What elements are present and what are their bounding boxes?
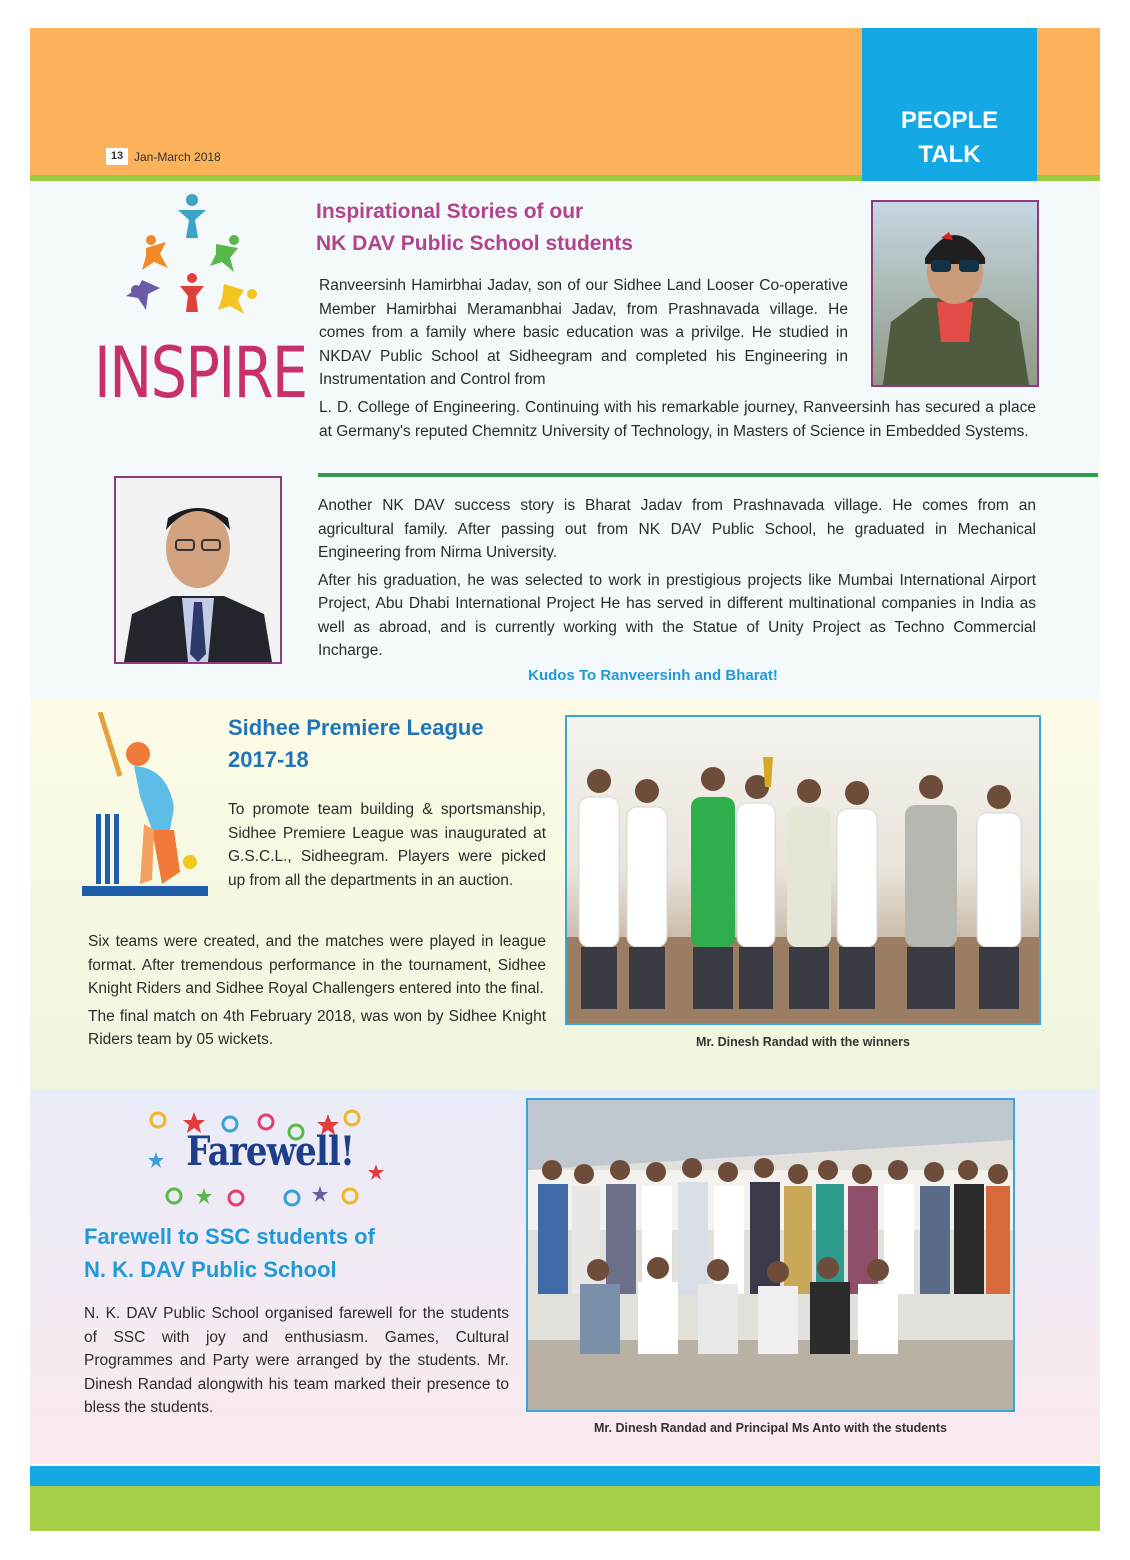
kudos-line: Kudos To Ranveersinh and Bharat! — [528, 667, 778, 684]
section-divider — [318, 473, 1098, 477]
inspire-title-line1: Inspirational Stories of our — [316, 200, 584, 223]
farewell-paragraph: N. K. DAV Public School organised farewell for the students of SSC with joy and enthusiasm. Games, Cultural Programmes and Party were arranged by the students. Mr. Dinesh Randad alongwith his team marked their presence to bless the students. — [84, 1305, 509, 1416]
farewell-photo-caption: Mr. Dinesh Randad and Principal Ms Anto with the students — [593, 1421, 948, 1435]
inspire-paragraph-1-continued — [319, 396, 1036, 443]
section-tab-line2: TALK — [918, 141, 981, 168]
section-tab-label — [862, 104, 1037, 172]
issue-date: Jan-March 2018 — [134, 150, 221, 164]
inspire-title — [316, 196, 836, 260]
farewell-title — [84, 1220, 504, 1286]
league-photo-caption: Mr. Dinesh Randad with the winners — [696, 1035, 910, 1049]
inspire-paragraph-2: Another NK DAV success story is Bharat Jadav from Prashnavada village. He comes from an agricultural family. After passing out from NK DAV Public School, he graduated in Mechanical Engineering from Nirma University. — [318, 497, 1036, 561]
farewell-title-line2: N. K. DAV Public School — [84, 1257, 337, 1282]
farewell-banner-text: Farewell! — [186, 1128, 355, 1175]
page-number: 13 — [106, 148, 128, 165]
league-details — [88, 930, 546, 1052]
bharat-story — [318, 494, 1036, 663]
farewell-title-line1: Farewell to SSC students of — [84, 1224, 375, 1249]
league-paragraph-3: The final match on 4th February 2018, was won by Sidhee Knight Riders team by 05 wickets. — [88, 1007, 546, 1048]
footer-green-band — [30, 1486, 1100, 1531]
inspire-paragraph-1-wide: L. D. College of Engineering. Continuing with his remarkable journey, Ranveersinh has secured a place at Germany's reputed Chemnitz University of Technology, in Masters of Science in Embedded Systems. — [319, 399, 1036, 440]
bharat-photo — [114, 476, 282, 664]
league-title — [228, 712, 548, 776]
inspire-title-line2: NK DAV Public School students — [316, 232, 633, 255]
league-paragraph-1: To promote team building & sportsmanship, Sidhee Premiere League was inaugurated at G.S.C.L., Sidheegram. Players were picked up from all the departments in an auction. — [228, 801, 546, 889]
farewell-banner — [144, 1104, 388, 1212]
inspire-logo-text: INSPIRE — [94, 332, 307, 414]
league-winners-photo — [565, 715, 1041, 1025]
section-tab-line1: PEOPLE — [900, 107, 999, 134]
league-intro — [228, 798, 546, 892]
inspire-paragraph-1 — [319, 274, 848, 392]
cricket-illustration — [82, 712, 210, 900]
portrait-image — [116, 478, 280, 662]
inspire-paragraph-3: After his graduation, he was selected to work in prestigious projects like Mumbai International Airport Project, Abu Dhabi International Project He has served in different multinational companies in India as well as abroad, and is currently working with the Statue of Unity Project as Techno Commercial Incharge. — [318, 571, 1036, 659]
inspire-people-logo-icon — [94, 192, 294, 322]
farewell-group-photo — [526, 1098, 1015, 1412]
cricket-batsman-icon — [82, 712, 210, 900]
inspire-paragraph-1-narrow: Ranveersinh Hamirbhai Jadav, son of our Sidhee Land Looser Co-operative Member Hamirbhai Meramanbhai Jadav, from Prashnavada village. He comes from a family where basic education was a privilge. He studied in NKDAV Public School at Sidheegram and completed his Engineering in Instrumentation and Control from — [319, 277, 848, 388]
group-photo-image — [567, 717, 1039, 1023]
farewell-text — [84, 1302, 509, 1420]
inspire-logo — [94, 192, 307, 414]
league-title-line1: Sidhee Premiere League — [228, 715, 484, 740]
footer-blue-band — [30, 1466, 1100, 1486]
ranveersinh-photo — [871, 200, 1039, 387]
group-photo-image — [528, 1100, 1013, 1410]
league-paragraph-2: Six teams were created, and the matches were played in league format. After tremendous performance in the tournament, Sidhee Knight Riders and Sidhee Royal Challengers entered into the final. — [88, 933, 546, 997]
portrait-image — [873, 202, 1037, 385]
league-title-line2: 2017-18 — [228, 747, 309, 772]
